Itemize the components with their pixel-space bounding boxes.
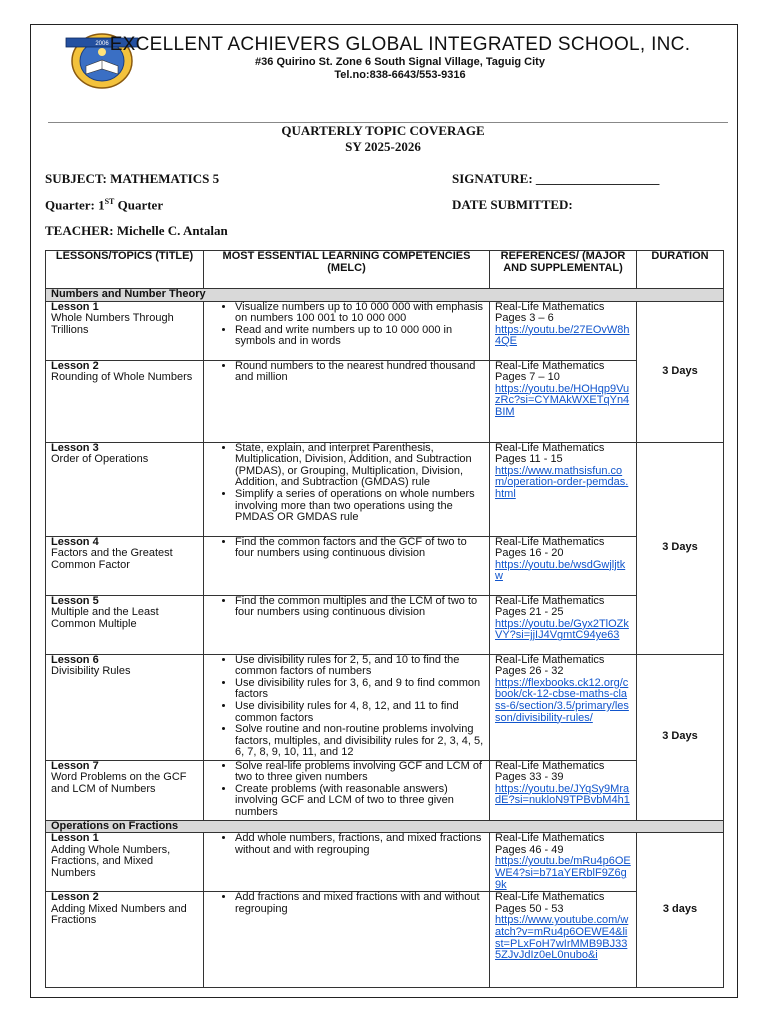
school-name: EXCELLENT ACHIEVERS GLOBAL INTEGRATED SCHOOL, INC. (109, 34, 691, 55)
document-title: QUARTERLY TOPIC COVERAGE (281, 123, 485, 138)
melc-item: • Solve routine and non-routine problems involving factors, multiples, and divisibility rules for 2, 3, 4, 5, 6, 7, 8, 9, 10, 11, and 12 (235, 724, 484, 759)
table-row: Lesson 4 Factors and the Greatest Common Factor • Find the common factors and the GCF of two to four numbers using continuous division Real-Life Mathematics Pages 16 - 20 https://youtu.be/wsdGwjljtkw (46, 536, 724, 595)
duration-cell: 3 Days (637, 442, 724, 654)
table-row: Lesson 3 Order of Operations • State, explain, and interpret Parenthesis, Multiplication, Division, Addition, and Subtraction (PMDAS), or Grouping, Multiplication, Division, Addition, and Subtraction (GMDAS) rule • Simplify a series of operations on whole numbers involving more than two operations using the PMDAS OR GMDAS rule Real-Life Mathematics Pages 11 - 15 https://www.mathsisfun.com/operation-order-pemdas.html 3 Days (46, 442, 724, 536)
signature-line: SIGNATURE: ___________________ (452, 171, 660, 186)
melc-item: • Round numbers to the nearest hundred thousand and million (235, 361, 484, 384)
duration-cell: 3 Days (637, 654, 724, 820)
melc-item: • Find the common factors and the GCF of two to four numbers using continuous division (235, 537, 484, 560)
melc-item: • Create problems (with reasonable answers) involving GCF and LCM of two to three given numbers (235, 784, 484, 819)
melc-item: • Solve real-life problems involving GCF and LCM of two to three given numbers (235, 761, 484, 784)
melc-item: • Find the common multiples and the LCM of two to four numbers using continuous division (235, 596, 484, 619)
reference-link[interactable]: https://youtu.be/mRu4p6OEWE4?si=b71aYERblF9Z6g9k (495, 855, 631, 891)
subject-line: SUBJECT: MATHEMATICS 5 (45, 171, 220, 186)
header-melc: MOST ESSENTIAL LEARNING COMPETENCIES (MELC) (204, 251, 490, 289)
reference-link[interactable]: https://youtu.be/Gyx2TlOZkVY?si=jjIJ4VgmtC94ye63 (495, 617, 629, 642)
reference-link[interactable]: https://flexbooks.ck12.org/cbook/ck-12-cbse-maths-class-6/section/3.5/primary/lesson/divisibility-rules/ (495, 676, 629, 724)
reference-link[interactable]: https://youtu.be/JYqSy9MradE?si=nukloN9TPBvbM4h1 (495, 782, 630, 807)
melc-item: • Add whole numbers, fractions, and mixed fractions without and with regrouping (235, 833, 484, 856)
duration-cell: 3 Days (637, 301, 724, 442)
table-row: Lesson 5 Multiple and the Least Common Multiple • Find the common multiples and the LCM of two to four numbers using continuous division Real-Life Mathematics Pages 21 - 25 https://youtu.be/Gyx2TlOZkVY?si=jjIJ4VgmtC94ye63 (46, 595, 724, 654)
reference-link[interactable]: https://youtu.be/27EOvW8h4QE (495, 323, 630, 348)
reference-link[interactable]: https://youtu.be/wsdGwjljtkw (495, 558, 626, 583)
table-header-row (46, 251, 724, 289)
melc-item: • Read and write numbers up to 10 000 000 in symbols and in words (235, 325, 484, 348)
header-lessons: LESSONS/TOPICS (TITLE) (46, 251, 204, 289)
melc-item: • Use divisibility rules for 4, 8, 12, and 11 to find common factors (235, 701, 484, 724)
melc-item: • Simplify a series of operations on whole numbers involving more than two operations using the PMDAS OR GMDAS rule (235, 489, 484, 524)
reference-link[interactable]: https://youtu.be/HOHqp9VuzRc?si=CYMAkWXETqYn4BIM (495, 382, 630, 418)
quarter-line: Quarter: 1ST Quarter (45, 197, 164, 213)
subject-value: MATHEMATICS 5 (110, 171, 220, 186)
header-duration: DURATION (637, 251, 724, 289)
reference-link[interactable]: https://www.youtube.com/watch?v=mRu4p6OEWE4&list=PLxFoH7wIrMMB9BJ335ZJvJdIz0eL0nubo&i (495, 914, 629, 962)
topic-coverage-table (45, 250, 724, 988)
melc-item: • Add fractions and mixed fractions with and without regrouping (235, 892, 484, 915)
school-telephone: Tel.no:838-6643/553-9316 (334, 69, 466, 81)
table-row: Lesson 1 Adding Whole Numbers, Fractions, and Mixed Numbers • Add whole numbers, fractions, and mixed fractions without and with regrouping Real-Life Mathematics Pages 46 - 49 https://youtu.be/mRu4p6OEWE4?si=b71aYERblF9Z6g9k 3 days (46, 833, 724, 892)
svg-text:2006: 2006 (95, 41, 109, 47)
melc-item: • Visualize numbers up to 10 000 000 with emphasis on numbers 100 001 to 10 000 000 (235, 302, 484, 325)
melc-item: • State, explain, and interpret Parenthesis, Multiplication, Division, Addition, and Subtraction (PMDAS), or Grouping, Multiplication, Division, Addition, and Subtraction (GMDAS) rule (235, 443, 484, 489)
date-submitted-line: DATE SUBMITTED: (452, 197, 573, 212)
teacher-line: TEACHER: Michelle C. Antalan (45, 223, 228, 238)
table-row: Lesson 2 Rounding of Whole Numbers • Round numbers to the nearest hundred thousand and million Real-Life Mathematics Pages 7 – 10 https://youtu.be/HOHqp9VuzRc?si=CYMAkWXETqYn4BIM (46, 360, 724, 442)
teacher-value: Michelle C. Antalan (116, 223, 228, 238)
table-row: Lesson 7 Word Problems on the GCF and LCM of Numbers • Solve real-life problems involving GCF and LCM of two to three given numbers • Create problems (with reasonable answers) involving GCF and LCM of two to three given numbers Real-Life Mathematics Pages 33 - 39 https://youtu.be/JYqSy9MradE?si=nukloN9TPBvbM4h1 (46, 760, 724, 820)
table-row: Lesson 1 Whole Numbers Through Trillions • Visualize numbers up to 10 000 000 with emphasis on numbers 100 001 to 10 000 000 • Read and write numbers up to 10 000 000 in symbols and in words Real-Life Mathematics Pages 3 – 6 https://youtu.be/27EOvW8h4QE 3 Days (46, 301, 724, 360)
melc-item: • Use divisibility rules for 2, 5, and 10 to find the common factors of numbers (235, 655, 484, 678)
reference-link[interactable]: https://www.mathsisfun.com/operation-order-pemdas.html (495, 464, 629, 500)
header-references: REFERENCES/ (MAJOR AND SUPPLEMENTAL) (490, 251, 637, 289)
melc-item: • Use divisibility rules for 3, 6, and 9 to find common factors (235, 678, 484, 701)
school-address: #36 Quirino St. Zone 6 South Signal Village, Taguig City (255, 56, 545, 68)
table-row: Lesson 2 Adding Mixed Numbers and Fractions • Add fractions and mixed fractions with and without regrouping Real-Life Mathematics Pages 50 - 53 https://www.youtube.com/watch?v=mRu4p6OEWE4&list=PLxFoH7wIrMMB9BJ335ZJvJdIz0eL0nubo&i (46, 892, 724, 988)
school-year: SY 2025-2026 (345, 139, 421, 154)
section-row: Operations on Fractions (46, 820, 724, 833)
table-row: Lesson 6 Divisibility Rules • Use divisibility rules for 2, 5, and 10 to find the common factors of numbers • Use divisibility rules for 3, 6, and 9 to find common factors • Use divisibility rules for 4, 8, 12, and 11 to find common factors • Solve routine and non-routine problems involving factors, multiples, and divisibility rules for 2, 3, 4, 5, 6, 7, 8, 9, 10, 11, and 12 Real-Life Mathematics Pages 26 - 32 https://flexbooks.ck12.org/cbook/ck-12-cbse-maths-class-6/section/3.5/primary/lesson/divisibility-rules/ 3 Days (46, 654, 724, 760)
section-row: Numbers and Number Theory (46, 289, 724, 302)
duration-cell: 3 days (637, 833, 724, 988)
